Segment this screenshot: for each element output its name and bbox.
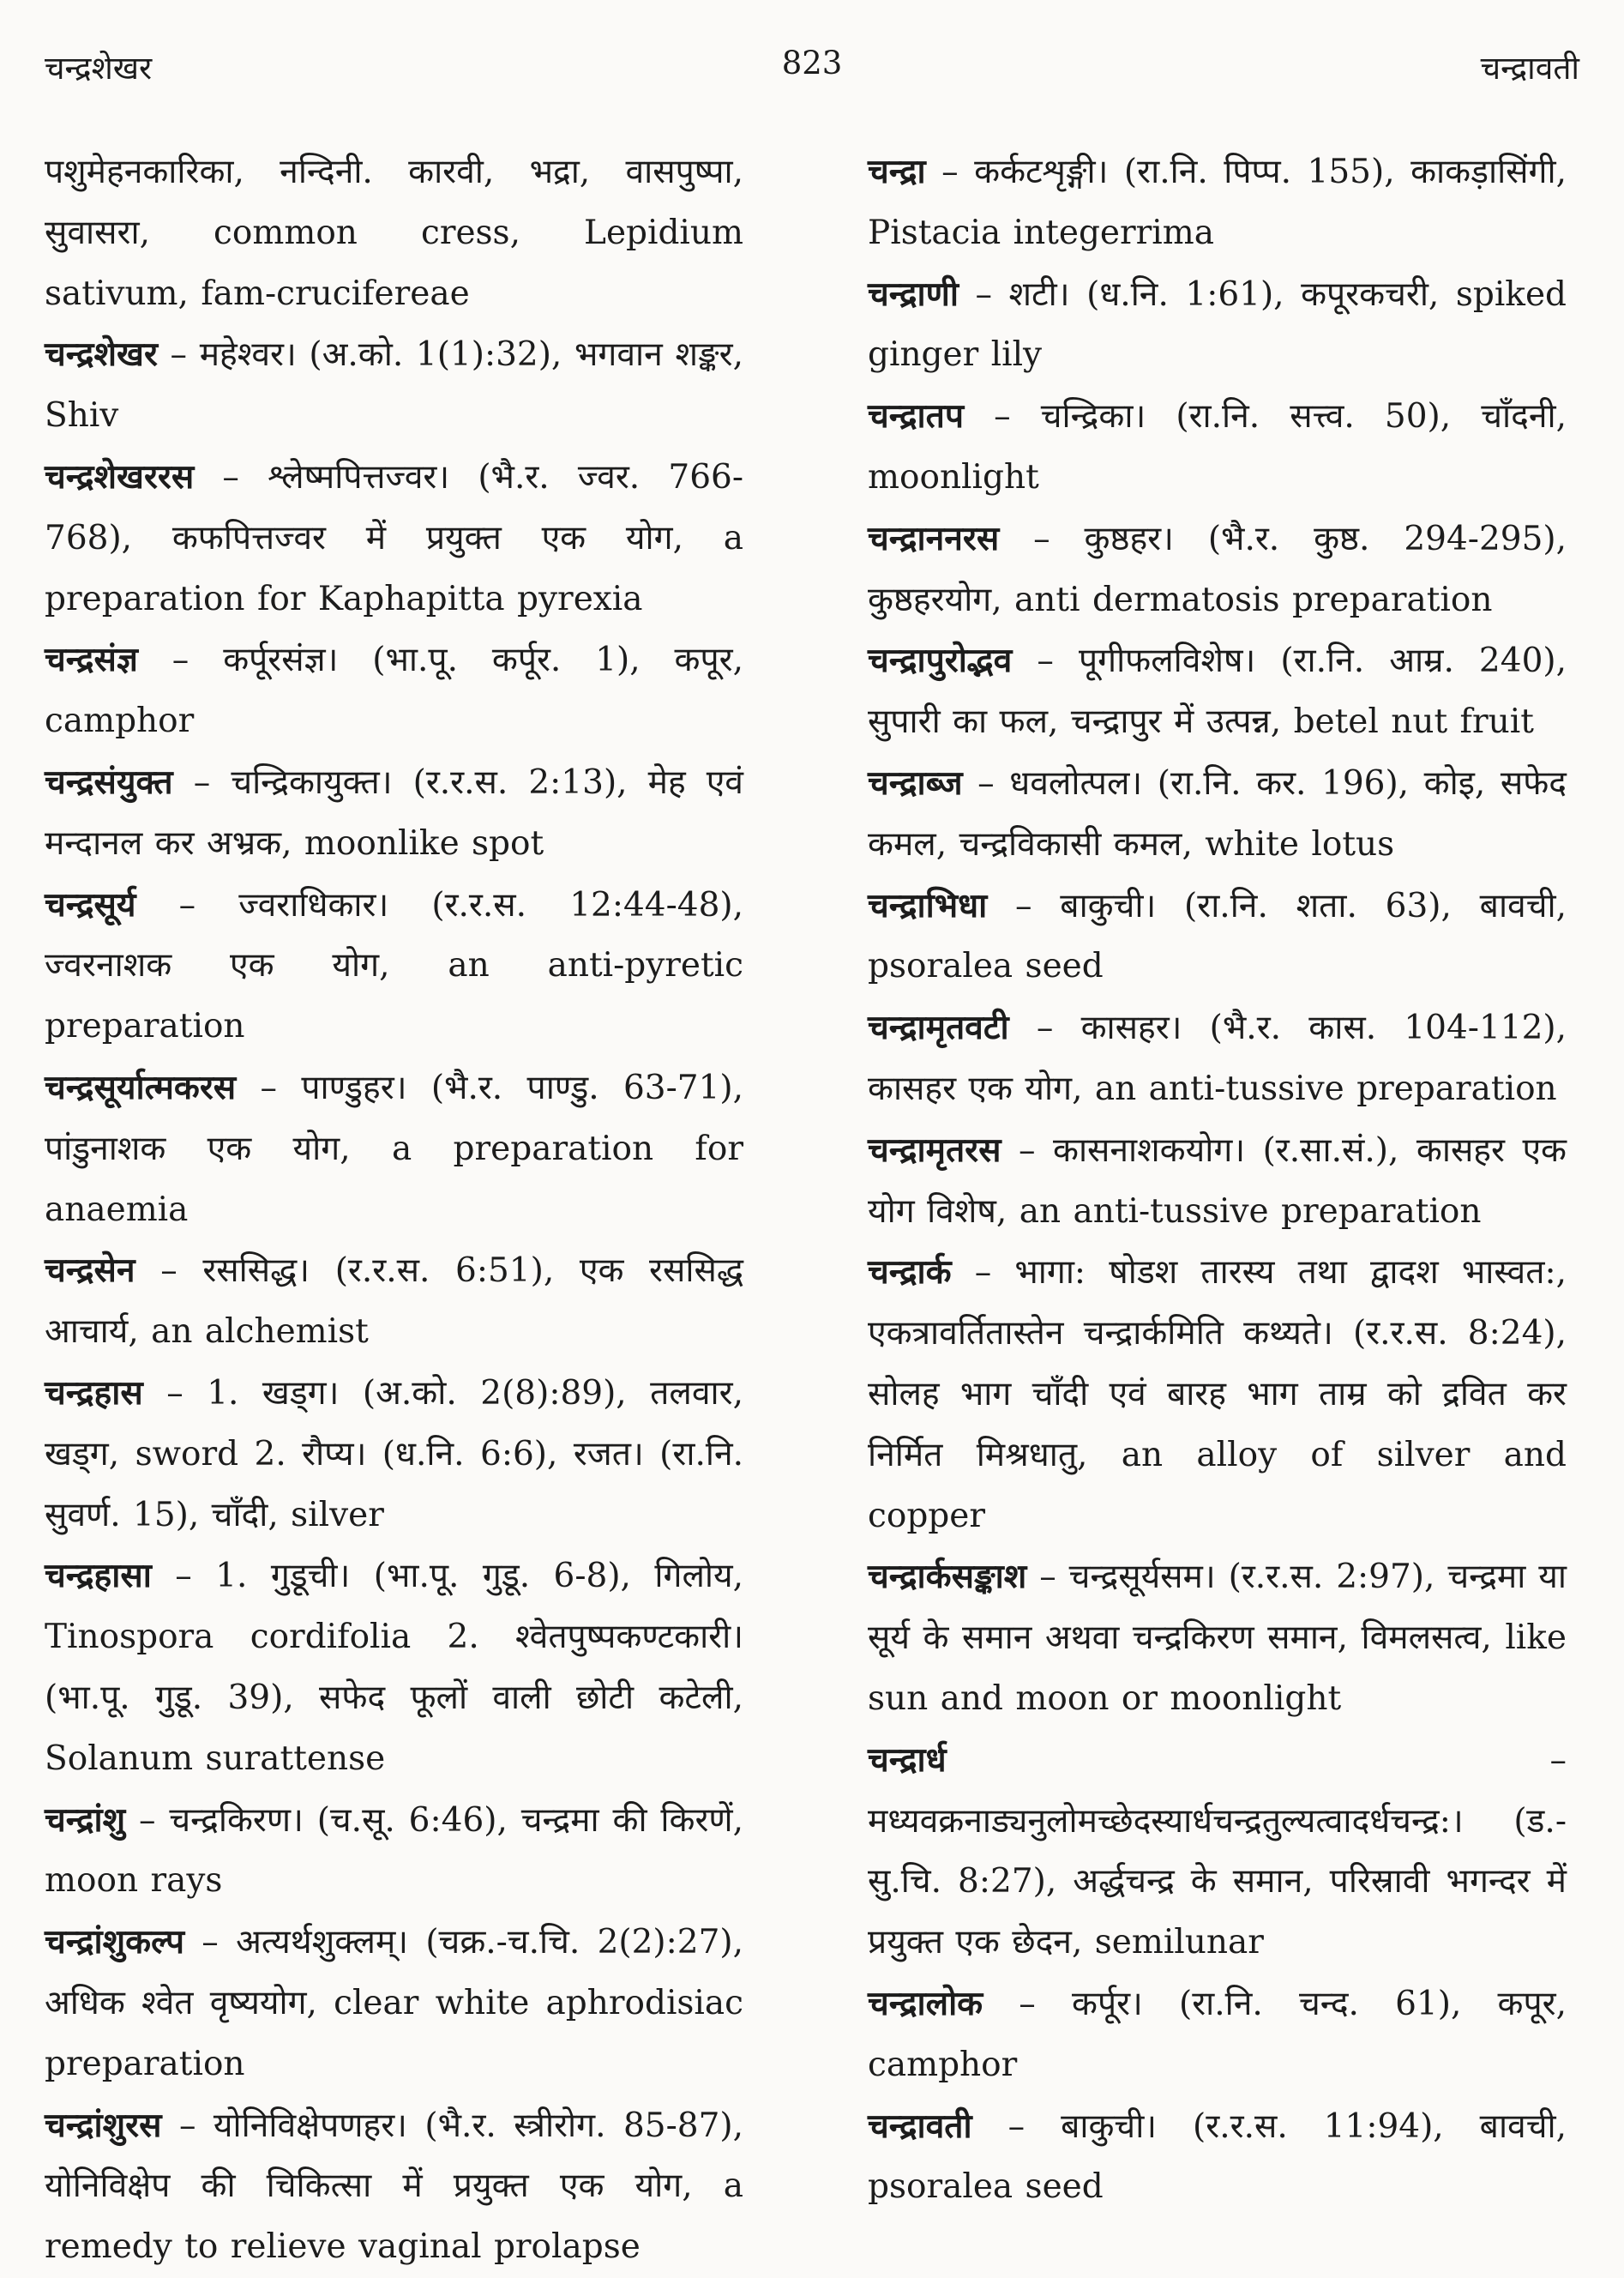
entry-headword: चन्द्रहासा bbox=[45, 1556, 152, 1596]
entry-definition: – चन्द्रिकायुक्त। (र.र.स. 2:13), मेह एवं मन्दानल कर अभ्रक, moonlike spot bbox=[45, 762, 743, 863]
entry-headword: चन्द्रसंयुक्त bbox=[45, 762, 173, 802]
entry-definition: – पूगीफलविशेष। (रा.नि. आम्र. 240), सुपारी का फल, चन्द्रापुर में उत्पन्न, betel nut fruit bbox=[868, 642, 1567, 742]
entry-definition: – 1. खड्ग। (अ.को. 2(8):89), तलवार, खड्ग, sword 2. रौप्य। (ध.नि. 6:6), रजत। (रा.नि. सुवर्ण. 15), चाँदी, silver bbox=[45, 1373, 743, 1534]
entry-headword: चन्द्रांशु bbox=[45, 1799, 126, 1840]
dictionary-entry bbox=[868, 1242, 1567, 1546]
entry-definition: – चन्द्रकिरण। (च.सू. 6:46), चन्द्रमा की किरणें, moon rays bbox=[45, 1800, 743, 1901]
dictionary-entry bbox=[45, 1912, 743, 2094]
entry-definition: – रससिद्ध। (र.र.स. 6:51), एक रससिद्ध आचार्य, an alchemist bbox=[45, 1251, 743, 1352]
entry-headword: चन्द्रापुरोद्भव bbox=[868, 641, 1013, 681]
entry-headword: चन्द्रातप bbox=[868, 396, 965, 437]
entry-headword: चन्द्रांशुकल्प bbox=[45, 1922, 184, 1962]
entry-definition: – पाण्डुहर। (भै.र. पाण्डु. 63-71), पांडुनाशक एक योग, a preparation for anaemia bbox=[45, 1068, 743, 1229]
dictionary-entry bbox=[868, 997, 1567, 1120]
entry-definition: – चन्द्रिका। (रा.नि. सत्त्व. 50), चाँदनी, moonlight bbox=[868, 397, 1567, 497]
entry-definition: – भागा: षोडश तारस्य तथा द्वादश भास्वत:, एकत्रावर्तितास्तेन चन्द्रार्कमिति कथ्यते। (र.र.स. 8:24), सोलह भाग चाँदी एवं बारह भाग ताम्र को द्रवित कर निर्मित मिश्रधातु, an alloy of silver and copper bbox=[868, 1253, 1567, 1535]
entry-definition: – मध्यवक्रनाड्यनुलोमच्छेदस्यार्धचन्द्रतुल्यत्वादर्धचन्द्र:। (ड.-सु.चि. 8:27), अर्द्धचन्द्र के समान, परिस्रावी भगन्दर में प्रयुक्त एक छेदन, semilunar bbox=[868, 1740, 1567, 1962]
dictionary-entry bbox=[868, 264, 1567, 387]
dictionary-entry bbox=[868, 1974, 1567, 2096]
entry-headword: चन्द्रहास bbox=[45, 1372, 143, 1413]
entry-headword: चन्द्रसंज्ञ bbox=[45, 640, 138, 680]
dictionary-entry bbox=[868, 1120, 1567, 1243]
entry-headword: चन्द्रार्ध bbox=[868, 1739, 947, 1780]
dictionary-entry bbox=[45, 1546, 743, 1789]
dictionary-entry bbox=[868, 630, 1567, 753]
dictionary-entry bbox=[868, 1730, 1567, 1974]
dictionary-entry bbox=[45, 142, 743, 324]
entry-headword: चन्द्रशेखररस bbox=[45, 456, 195, 497]
entry-headword: चन्द्रसेन bbox=[45, 1250, 135, 1291]
header-last-word: चन्द्रावती bbox=[1480, 50, 1579, 87]
entry-headword: चन्द्रार्कसङ्काश bbox=[868, 1557, 1027, 1597]
page-header bbox=[45, 45, 1579, 96]
entry-headword: चन्द्रामृतरस bbox=[868, 1130, 1001, 1170]
header-first-word: चन्द्रशेखर bbox=[45, 50, 153, 87]
entry-definition: पशुमेहनकारिका, नन्दिनी. कारवी, भद्रा, वासपुष्पा, सुवासरा, common cress, Lepidium sativum, fam-crucifereae bbox=[45, 153, 743, 313]
entry-headword: चन्द्राणी bbox=[868, 274, 959, 314]
entry-headword: चन्द्राननरस bbox=[868, 518, 1000, 558]
dictionary-entry bbox=[45, 1363, 743, 1546]
entry-headword: चन्द्रसूर्यात्मकरस bbox=[45, 1067, 237, 1107]
right-column bbox=[868, 142, 1567, 2218]
dictionary-entry bbox=[45, 875, 743, 1058]
entry-definition: – कासहर। (भै.र. कास. 104-112), कासहर एक योग, an anti-tussive preparation bbox=[868, 1009, 1567, 1108]
entry-definition: – शटी। (ध.नि. 1:61), कपूरकचरी, spiked ginger lily bbox=[868, 274, 1567, 375]
entry-definition: – बाकुची। (रा.नि. शता. 63), बावची, psoralea seed bbox=[868, 886, 1567, 986]
entry-headword: चन्द्रसूर्य bbox=[45, 884, 136, 925]
dictionary-entry bbox=[45, 447, 743, 630]
entry-definition: – ज्वराधिकार। (र.र.स. 12:44-48), ज्वरनाशक एक योग, an anti-pyretic preparation bbox=[45, 885, 743, 1046]
dictionary-entry bbox=[868, 1546, 1567, 1729]
left-column bbox=[45, 142, 743, 2278]
entry-headword: चन्द्रावती bbox=[868, 2106, 972, 2146]
entry-definition: – कासनाशकयोग। (र.सा.सं.), कासहर एक योग विशेष, an anti-tussive preparation bbox=[868, 1130, 1567, 1231]
dictionary-entry bbox=[45, 2095, 743, 2278]
entry-headword: चन्द्रशेखर bbox=[45, 334, 158, 375]
dictionary-entry bbox=[868, 386, 1567, 509]
entry-headword: चन्द्रांशुरस bbox=[45, 2105, 162, 2145]
dictionary-entry bbox=[868, 509, 1567, 631]
entry-definition: – कर्कटशृङ्गी। (रा.नि. पिप्प. 155), काकड़ासिंगी, Pistacia integerrima bbox=[868, 153, 1567, 252]
dictionary-entry bbox=[868, 142, 1567, 264]
dictionary-entry bbox=[45, 752, 743, 875]
dictionary-entry bbox=[45, 630, 743, 752]
entry-headword: चन्द्रा bbox=[868, 152, 926, 191]
entry-headword: चन्द्राब्ज bbox=[868, 762, 963, 803]
entry-definition: – महेश्वर। (अ.को. 1(1):32), भगवान शङ्कर, Shiv bbox=[45, 335, 743, 436]
entry-headword: चन्द्रालोक bbox=[868, 1983, 983, 2023]
entry-definition: – योनिविक्षेपणहर। (भै.र. स्त्रीरोग. 85-87), योनिविक्षेप की चिकित्सा में प्रयुक्त एक योग, a remedy to relieve vaginal prolapse bbox=[45, 2106, 743, 2267]
page-number: 823 bbox=[781, 45, 843, 81]
entry-definition: – कर्पूरसंज्ञ। (भा.पू. कर्पूर. 1), कपूर, camphor bbox=[45, 641, 743, 741]
entry-definition: – अत्यर्थशुक्लम्। (चक्र.-च.चि. 2(2):27), अधिक श्वेत वृष्ययोग, clear white aphrodisiac preparation bbox=[45, 1923, 743, 2083]
dictionary-entry bbox=[45, 1058, 743, 1240]
entry-definition: – श्लेष्मपित्तज्वर। (भै.र. ज्वर. 766-768), कफपित्तज्वर में प्रयुक्त एक योग, a preparation for Kaphapitta pyrexia bbox=[45, 457, 743, 618]
dictionary-entry bbox=[45, 1240, 743, 1363]
entry-definition: – कुष्ठहर। (भै.र. कुष्ठ. 294-295), कुष्ठहरयोग, anti dermatosis preparation bbox=[868, 519, 1567, 619]
entry-headword: चन्द्रामृतवटी bbox=[868, 1008, 1009, 1048]
entry-headword: चन्द्रार्क bbox=[868, 1252, 952, 1293]
entry-definition: – 1. गुडूची। (भा.पू. गुडू. 6-8), गिलोय, Tinospora cordifolia 2. श्वेतपुष्पकण्टकारी। (भा.पू. गुडू. 39), सफेद फूलों वाली छोटी कटेली, Solanum surattense bbox=[45, 1557, 743, 1778]
dictionary-entry bbox=[868, 876, 1567, 998]
entry-definition: – चन्द्रसूर्यसम। (र.र.स. 2:97), चन्द्रमा या सूर्य के समान अथवा चन्द्रकिरण समान, विमलसत्व, like sun and moon or moonlight bbox=[868, 1558, 1567, 1718]
dictionary-entry bbox=[868, 2096, 1567, 2219]
entry-definition: – कर्पूर। (रा.नि. चन्द. 61), कपूर, camphor bbox=[868, 1984, 1567, 2084]
entry-headword: चन्द्राभिधा bbox=[868, 885, 988, 925]
dictionary-entry bbox=[45, 324, 743, 447]
dictionary-entry bbox=[45, 1790, 743, 1913]
entry-definition: – धवलोत्पल। (रा.नि. कर. 196), कोइ, सफेद कमल, चन्द्रविकासी कमल, white lotus bbox=[868, 763, 1567, 864]
dictionary-entry bbox=[868, 753, 1567, 876]
entry-definition: – बाकुची। (र.र.स. 11:94), बावची, psoralea seed bbox=[868, 2106, 1567, 2207]
